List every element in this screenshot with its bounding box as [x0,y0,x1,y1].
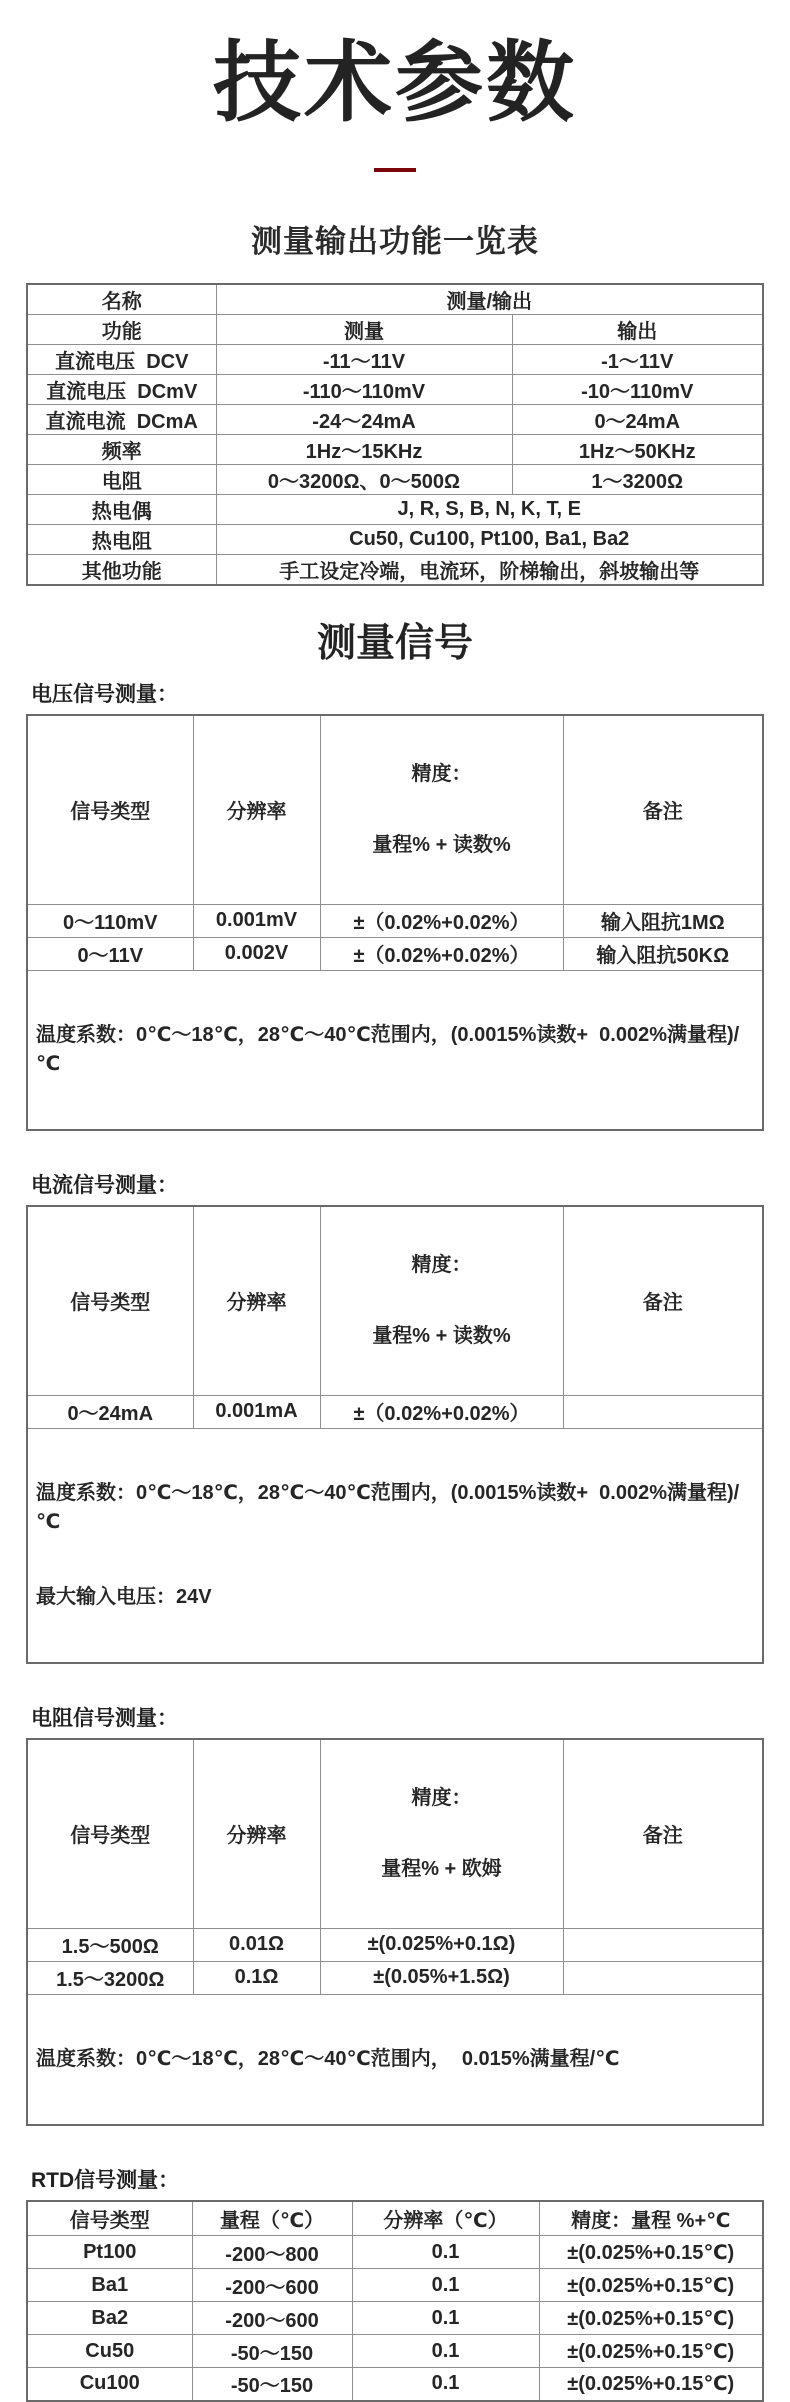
table-cell: 1～3200Ω [512,464,763,494]
table-cell: 输入阻抗1MΩ [563,904,763,937]
table-cell: Cu100 [27,2368,192,2401]
table-row [27,344,763,374]
table-cell: 0～110mV [27,904,193,937]
column-header: 信号类型 [27,1206,193,1396]
table-row [27,434,763,464]
table-cell: ±(0.025%+0.15℃) [539,2236,763,2269]
row-header-cell: 热电偶 [27,494,216,524]
table-cell: ±（0.02%+0.02%） [320,904,563,937]
table-cell [563,1961,763,1994]
table-cell: Ba1 [27,2269,192,2302]
row-header-cell: 其他功能 [27,554,216,585]
table-row [27,314,763,344]
table-cell: 0.1 [352,2368,539,2401]
table-cell: ±(0.05%+1.5Ω) [320,1961,563,1994]
table-cell: -110～110mV [216,374,512,404]
table-row [27,2302,763,2335]
column-header [320,1739,563,1929]
table-cell: 0.01Ω [193,1928,320,1961]
temp-coefficient-note: 温度系数：0℃～18℃，28℃～40℃范围内，(0.0015%读数+ 0.002%满量程)/℃ [36,1023,740,1075]
column-header: 备注 [563,1206,763,1396]
column-header [320,1206,563,1396]
table-cell: 0.1 [352,2302,539,2335]
accuracy-header-line1: 精度： [411,762,472,785]
table-cell: 0～24mA [27,1395,193,1428]
table-row [27,2269,763,2302]
table-header-row [27,1739,763,1929]
column-header: 备注 [563,715,763,905]
temp-coefficient-note: 温度系数：0℃～18℃，28℃～40℃范围内，(0.0015%读数+ 0.002%满量程)/℃ [36,1481,740,1533]
table-header-row [27,715,763,905]
column-header: 信号类型 [27,715,193,905]
table-cell: Cu50 [27,2335,192,2368]
table-row [27,1928,763,1961]
column-header [320,715,563,905]
table-cell: ±(0.025%+0.15℃) [539,2302,763,2335]
table-row [27,554,763,585]
resistance-section-label: 电阻信号测量： [31,1706,178,1730]
table-cell: -200～600 [192,2269,352,2302]
row-header-cell: 直流电压 DCV [27,344,216,374]
overview-table-title: 测量输出功能一览表 [251,223,539,259]
table-cell [563,1928,763,1961]
row-header-cell: 频率 [27,434,216,464]
table-cell: J, R, S, B, N, K, T, E [216,494,763,524]
title-underline-accent [374,168,416,172]
table-cell: Ba2 [27,2302,192,2335]
table-row [27,2236,763,2269]
table-cell: 0.002V [193,937,320,970]
table-cell: 手工设定冷端，电流环，阶梯输出，斜坡输出等 [216,554,763,585]
table-cell: Pt100 [27,2236,192,2269]
column-header: 信号类型 [27,2201,192,2236]
current-table [26,1205,764,1664]
rtd-section-label: RTD信号测量： [31,2168,180,2192]
table-cell: ±(0.025%+0.15℃) [539,2269,763,2302]
table-row [27,937,763,970]
table-row [27,404,763,434]
table-cell: 1Hz～50KHz [512,434,763,464]
rtd-table [26,2200,764,2402]
table-cell: 1.5～500Ω [27,1928,193,1961]
table-cell: 0～3200Ω、0～500Ω [216,464,512,494]
table-cell: 0.1 [352,2236,539,2269]
column-header: 备注 [563,1739,763,1929]
row-header-cell: 名称 [27,284,216,315]
table-footer-row [27,970,763,1130]
table-cell: -50～150 [192,2368,352,2401]
voltage-section-label: 电压信号测量： [31,682,178,706]
table-cell: ±(0.025%+0.15℃) [539,2335,763,2368]
table-cell: -10～110mV [512,374,763,404]
accuracy-header-line2: 量程% + 读数% [372,833,511,856]
column-header: 量程（℃） [192,2201,352,2236]
table-row [27,524,763,554]
accuracy-header-line2: 量程% + 读数% [372,1324,511,1347]
table-row [27,904,763,937]
table-row [27,464,763,494]
max-input-voltage-note: 最大输入电压：24V [36,1585,212,1608]
table-cell: -50～150 [192,2335,352,2368]
column-header: 分辨率（℃） [352,2201,539,2236]
table-row [27,374,763,404]
accuracy-header-line1: 精度： [411,1786,472,1809]
signals-section-heading: 测量信号 [316,621,473,665]
table-cell: ±(0.025%+0.1Ω) [320,1928,563,1961]
resistance-table [26,1738,764,2126]
row-header-cell: 热电阻 [27,524,216,554]
accuracy-header-line2: 量程% + 欧姆 [381,1857,502,1880]
table-cell: 0～11V [27,937,193,970]
table-cell: 0.1Ω [193,1961,320,1994]
table-cell [563,1395,763,1428]
current-section-label: 电流信号测量： [31,1173,178,1197]
table-cell: 0.001mV [193,904,320,937]
column-header: 测量 [216,314,512,344]
table-cell: 0～24mA [512,404,763,434]
table-row [27,2335,763,2368]
overview-table [26,283,764,586]
table-row [27,284,763,315]
accuracy-header-line1: 精度： [411,1253,472,1276]
table-cell: 1Hz～15KHz [216,434,512,464]
row-header-cell: 直流电压 DCmV [27,374,216,404]
table-cell: 1.5～3200Ω [27,1961,193,1994]
voltage-table [26,714,764,1131]
row-header-cell: 直流电流 DCmA [27,404,216,434]
column-header: 分辨率 [193,1206,320,1396]
table-cell: -24～24mA [216,404,512,434]
column-header: 输出 [512,314,763,344]
column-header: 分辨率 [193,1739,320,1929]
table-cell: -200～800 [192,2236,352,2269]
table-row [27,1961,763,1994]
table-footnote [27,1428,763,1663]
table-footnote [27,1994,763,2125]
table-header-row [27,1206,763,1396]
page-title: 技术参数 [212,33,577,132]
table-footer-row [27,1994,763,2125]
table-cell: 0.1 [352,2269,539,2302]
table-row [27,494,763,524]
table-row [27,2368,763,2401]
table-cell: ±（0.02%+0.02%） [320,937,563,970]
column-header: 信号类型 [27,1739,193,1929]
row-header-cell: 电阻 [27,464,216,494]
table-cell: -200～600 [192,2302,352,2335]
table-row [27,1395,763,1428]
table-cell: ±(0.025%+0.15℃) [539,2368,763,2401]
column-header: 精度：量程 %+℃ [539,2201,763,2236]
table-cell: 0.001mA [193,1395,320,1428]
table-cell: 0.1 [352,2335,539,2368]
table-header-row [27,2201,763,2236]
temp-coefficient-note: 温度系数：0℃～18℃，28℃～40℃范围内， 0.015%满量程/℃ [36,2047,620,2070]
column-header: 分辨率 [193,715,320,905]
table-cell: -1～11V [512,344,763,374]
table-cell: -11～11V [216,344,512,374]
table-cell: 测量/输出 [216,284,763,315]
row-header-cell: 功能 [27,314,216,344]
table-cell: 输入阻抗50KΩ [563,937,763,970]
table-cell: ±（0.02%+0.02%） [320,1395,563,1428]
table-footer-row [27,1428,763,1663]
table-cell: Cu50, Cu100, Pt100, Ba1, Ba2 [216,524,763,554]
table-footnote [27,970,763,1130]
